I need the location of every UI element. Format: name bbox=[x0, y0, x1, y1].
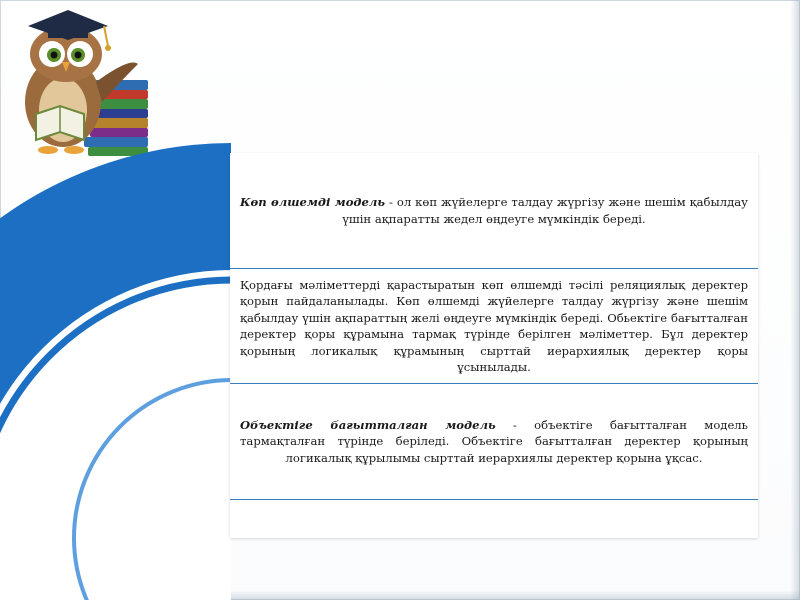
section-paragraph bbox=[240, 277, 748, 376]
section-multidimensional-model bbox=[230, 153, 758, 269]
section-text: Қордағы мәліметтерді қарастыратын көп өлшемді тәсілі реляциялық деректер қорын пайдаланылады. Көп өлшемді жүйелерге талдау жүргізу және шешім қабылдау үшін ақпараттың желі өңдеуге мүмкіндік береді. Обьектіге бағытталған деректер қоры құрамына тармақ түрінде берілген мәліметтер. Бұл деректер қорының логикалық құрамының сырттай иерархиялық деректер қоры ұсынылады. bbox=[240, 277, 748, 374]
section-relational-approach bbox=[230, 269, 758, 384]
section-empty bbox=[230, 500, 758, 538]
section-text: - ол көп жүйелерге талдау жүргізу және шешім қабылдау үшін ақпаратты жедел өңдеуге мүмкіндік береді. bbox=[342, 195, 748, 226]
section-text: - объектіге бағытталған модель тармақталған түрінде беріледі. Объектіге бағытталған деректер қорының логикалық құрылымы сырттай иерархиялы деректер қорына ұқсас. bbox=[240, 417, 748, 465]
section-paragraph bbox=[240, 417, 748, 467]
term-label: Көп өлшемді модель bbox=[240, 195, 386, 209]
section-paragraph bbox=[240, 194, 748, 227]
section-object-oriented-model bbox=[230, 384, 758, 500]
text-panel bbox=[230, 153, 758, 538]
term-label: Объектіге бағытталған модель bbox=[240, 417, 496, 432]
